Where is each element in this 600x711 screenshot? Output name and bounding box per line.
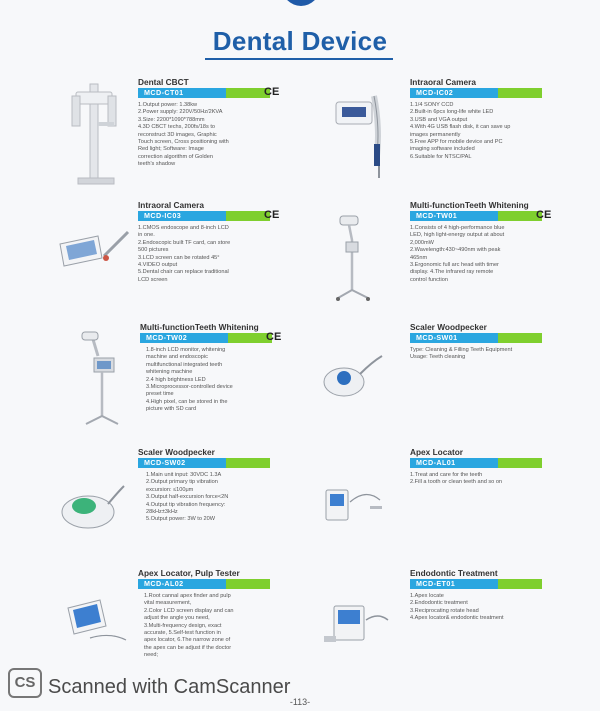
spec-line: 2.Built-in 6pcs long-life white LED xyxy=(410,109,494,116)
model-number: MCD-SW02 xyxy=(138,458,226,468)
model-bar-accent xyxy=(498,333,542,343)
cbct-machine-image xyxy=(68,82,128,187)
model-bar-accent xyxy=(226,458,270,468)
product-name: Multi-functionTeeth Whitening xyxy=(410,200,529,210)
spec-line: 465nm xyxy=(410,254,428,261)
spec-line: imaging software included xyxy=(410,146,475,153)
model-bar xyxy=(410,458,542,468)
spec-line: images permanently xyxy=(410,131,461,138)
page-title: Dental Device xyxy=(212,26,388,56)
spec-line: reconstruct 3D images, Graphic xyxy=(138,131,217,138)
apex-locator-al01-image xyxy=(320,480,390,530)
spec-line: 3.Microprocessor-controlled device xyxy=(146,384,233,391)
ce-mark: CE xyxy=(536,209,552,221)
model-number: MCD-SW01 xyxy=(410,333,498,343)
product-name: Apex Locator, Pulp Tester xyxy=(138,568,240,578)
intraoral-camera-image xyxy=(330,86,405,181)
title-underline xyxy=(205,58,393,60)
spec-line: 4.High pixel, can be stored in the xyxy=(146,398,228,405)
scaler-sw01-image xyxy=(320,352,385,402)
model-bar xyxy=(410,211,542,221)
model-number: MCD-AL02 xyxy=(138,579,226,589)
model-number: MCD-TW01 xyxy=(410,211,498,221)
intraoral-camera-lcd-image xyxy=(54,226,134,276)
spec-line: 500 pictures xyxy=(138,247,169,254)
camscanner-watermark: Scanned with CamScanner xyxy=(48,676,291,698)
spec-line: 4.VIDEO output xyxy=(138,262,178,269)
model-bar xyxy=(138,458,270,468)
header-logo-fragment xyxy=(282,0,320,6)
spec-line: 28kHz±3kHz xyxy=(146,509,178,516)
model-bar-accent xyxy=(498,88,542,98)
spec-list xyxy=(144,593,294,660)
spec-line: 1.Apex locate xyxy=(410,593,444,599)
spec-line: display. 4.The infrared ray remote xyxy=(410,269,494,276)
spec-line: 3.Reciprocating rotate head xyxy=(410,607,479,614)
spec-line: multifunctional integrated teeth xyxy=(146,361,223,368)
spec-line: control function xyxy=(410,276,448,283)
spec-list xyxy=(138,102,288,169)
spec-line: 4.With 4G USB flash disk, it can save up xyxy=(410,124,511,131)
model-number: MCD-IC03 xyxy=(138,211,226,221)
page-number: -113- xyxy=(289,697,311,707)
spec-line: 5.Output power: 3W to 20W xyxy=(146,516,216,523)
model-bar xyxy=(138,579,270,589)
model-bar xyxy=(410,88,542,98)
product-name: Scaler Woodpecker xyxy=(410,322,487,332)
product-name: Dental CBCT xyxy=(138,77,189,87)
spec-list xyxy=(410,593,580,623)
spec-line: 2.Power supply: 220V/50Hz/2KVA xyxy=(138,109,223,116)
spec-line: apex locator, 6.The narrow zone of xyxy=(144,637,231,644)
spec-line: 4.Output tip vibration frequency: xyxy=(146,501,226,508)
model-bar xyxy=(140,333,272,343)
spec-line: LED, high light-energy output at about xyxy=(410,232,505,239)
model-bar xyxy=(138,211,270,221)
spec-line: 1.Main unit input: 30VDC 1.3A xyxy=(146,472,222,478)
spec-line: adjust the angle you need, xyxy=(144,615,210,622)
spec-line: 1.8-inch LCD monitor, whitening xyxy=(146,347,226,353)
spec-line: need; xyxy=(144,652,158,659)
spec-line: 3.Multi-frequency design, exact xyxy=(144,622,222,629)
product-name: Scaler Woodpecker xyxy=(138,447,215,457)
spec-line: preset time xyxy=(146,391,174,398)
spec-list xyxy=(410,472,580,487)
spec-list xyxy=(146,347,296,414)
product-name: Multi-functionTeeth Whitening xyxy=(140,322,259,332)
model-bar xyxy=(410,579,542,589)
teeth-whitening-tw01-image xyxy=(330,212,382,304)
spec-line: teeth's shadow xyxy=(138,161,176,168)
spec-line: 2.Endodontic treatment xyxy=(410,600,468,607)
product-name: Intraoral Camera xyxy=(138,200,204,210)
spec-line: 2.Endoscopic built TF card, can store xyxy=(138,239,231,246)
spec-line: Usage: Teeth cleaning xyxy=(410,354,466,361)
model-bar xyxy=(138,88,270,98)
spec-line: 2.Output primary tip vibration xyxy=(146,479,218,486)
spec-line: 2,000mW xyxy=(410,239,434,246)
spec-line: 3.Size: 2200*1090*788mm xyxy=(138,116,205,123)
spec-line: machine and endoscopic xyxy=(146,354,208,361)
model-number: MCD-CT01 xyxy=(138,88,226,98)
spec-line: correction algorithm of Golden xyxy=(138,153,213,160)
spec-line: 2.Wavelength:430~490nm with peak xyxy=(410,247,501,254)
spec-line: 3.Output half-excursion force<2N xyxy=(146,494,229,501)
model-bar-accent xyxy=(498,579,542,589)
spec-list xyxy=(410,347,580,362)
product-name: Intraoral Camera xyxy=(410,77,476,87)
model-bar xyxy=(410,333,542,343)
spec-line: accurate, 5.Self-test function in xyxy=(144,630,221,637)
scaler-sw02-image xyxy=(58,478,126,532)
spec-line: 3.LCD screen can be rotated 45° xyxy=(138,254,220,261)
spec-line: 4.3D CBCT techs, 200fs/18s to xyxy=(138,124,216,131)
spec-line: 6.Suitable for NTSC/PAL xyxy=(410,153,472,160)
ce-mark: CE xyxy=(264,209,280,221)
spec-line: Red light; Software: Image xyxy=(138,146,204,153)
teeth-whitening-tw02-image xyxy=(72,330,127,430)
spec-line: 2.Color LCD screen display and can xyxy=(144,607,234,614)
model-number: MCD-IC02 xyxy=(410,88,498,98)
spec-line: Touch screen, Cross positioning with xyxy=(138,139,229,146)
model-bar-accent xyxy=(226,579,270,589)
endodontic-treatment-image xyxy=(320,598,392,648)
spec-list xyxy=(138,225,288,284)
spec-line: 5.Free APP for mobile device and PC xyxy=(410,139,503,146)
product-name: Apex Locator xyxy=(410,447,464,457)
spec-line: excursion: ≤100μm xyxy=(146,486,194,493)
spec-line: Type: Cleaning & Filling Teeth Equipment xyxy=(410,347,513,353)
spec-line: 3.USB and VGA output xyxy=(410,116,468,123)
spec-list xyxy=(146,472,296,524)
spec-line: in one. xyxy=(138,232,155,239)
spec-line: 2.4 high brightness LED xyxy=(146,376,206,383)
spec-line: whitening machine xyxy=(146,369,193,376)
spec-list xyxy=(410,102,560,161)
spec-line: vital measurement, xyxy=(144,600,192,607)
spec-line: 1.Root cannal apex finder and pulp xyxy=(144,593,231,599)
spec-line: 1.Consists of 4 high-performance blue xyxy=(410,225,505,231)
spec-line: 1.Treat and care for the teeth xyxy=(410,472,483,478)
spec-line: 1.Output power: 1.38kw xyxy=(138,102,198,108)
spec-line: LCD screen xyxy=(138,276,168,283)
spec-line: 5.Dental chair can replace traditional xyxy=(138,269,229,276)
apex-locator-al02-image xyxy=(60,592,130,647)
spec-line: 4.Apex locator& endodontic treatment xyxy=(410,615,504,622)
camscanner-logo: CS xyxy=(8,668,42,698)
model-number: MCD-AL01 xyxy=(410,458,498,468)
model-bar-accent xyxy=(498,458,542,468)
ce-mark: CE xyxy=(264,86,280,98)
model-number: MCD-ET01 xyxy=(410,579,498,589)
spec-line: 3.Ergonomic full arc head with timer xyxy=(410,262,499,269)
spec-line: 1.CMOS endoscope and 8-inch LCD xyxy=(138,225,229,231)
spec-line: 2.Fill a tooth or clean teeth and so on xyxy=(410,479,503,486)
spec-line: picture with SD card xyxy=(146,406,197,413)
ce-mark: CE xyxy=(266,331,282,343)
spec-line: the apex can be adjust if the doctor xyxy=(144,644,232,651)
product-name: Endodontic Treatment xyxy=(410,568,498,578)
model-number: MCD-TW02 xyxy=(140,333,228,343)
spec-list xyxy=(410,225,560,284)
spec-line: 1.1/4 SONY CCD xyxy=(410,102,454,108)
